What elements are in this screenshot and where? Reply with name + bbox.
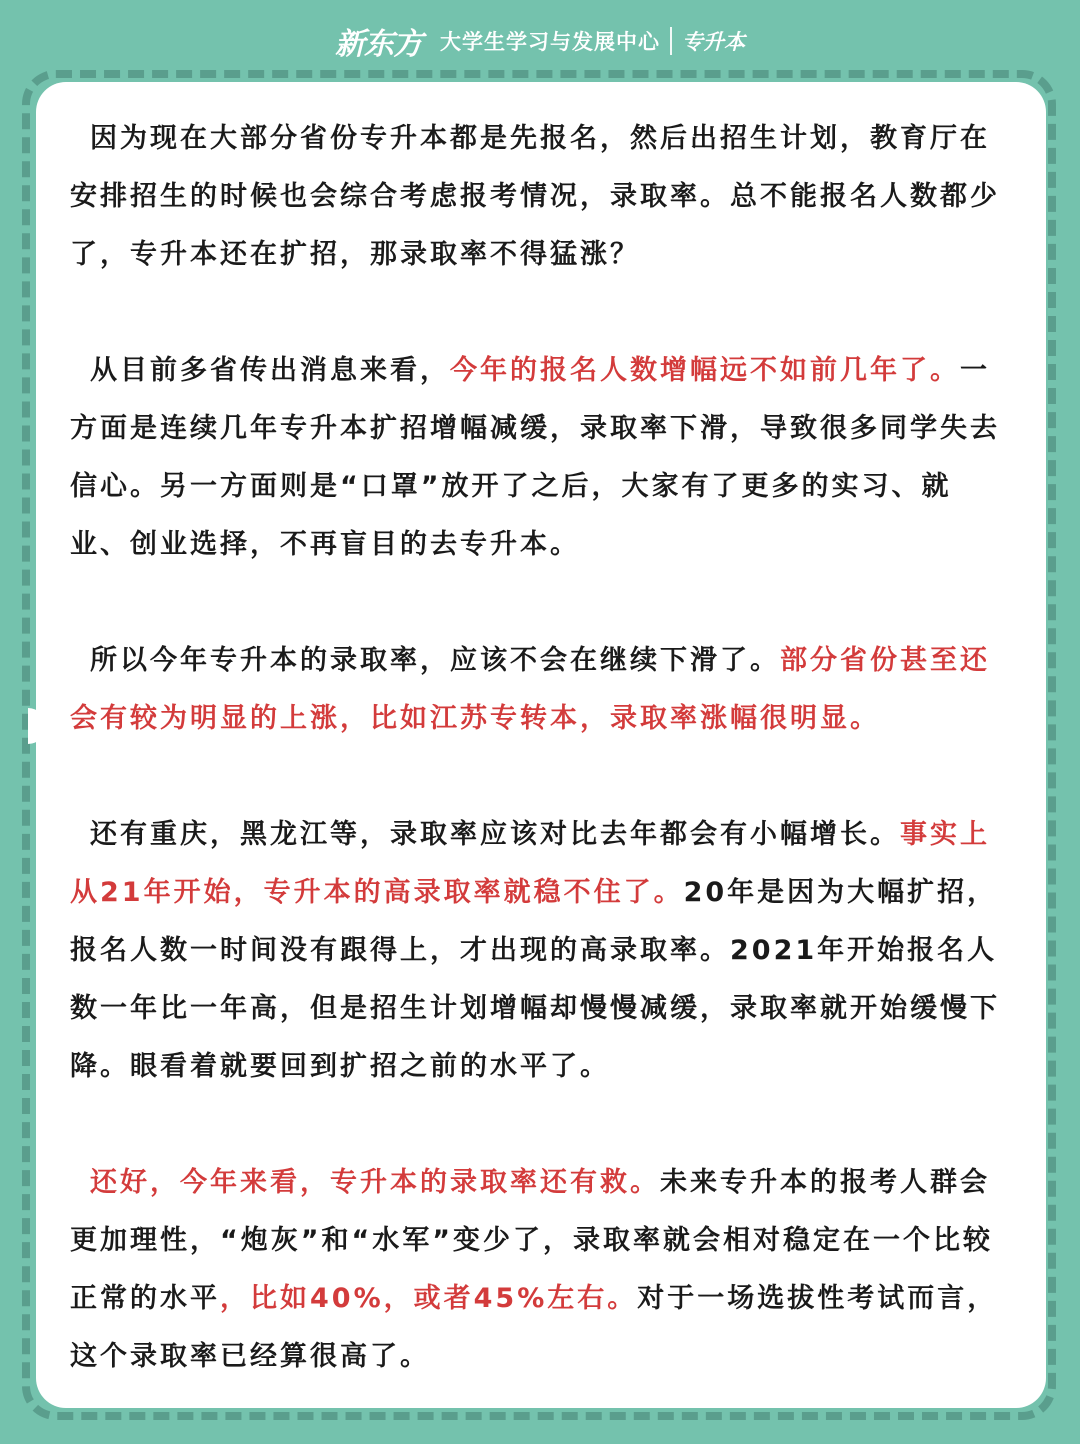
paragraph-1 (70, 110, 1010, 284)
paragraph-2 (70, 342, 1010, 574)
highlight-run: 事实上从21年开始，专升本的高录取率就稳不住了。 (70, 819, 990, 908)
header-divider (670, 27, 672, 55)
program-tag: 专升本 (682, 30, 745, 54)
brand-logo: 新东方 (335, 27, 422, 62)
text-run: 还有重庆，黑龙江等，录取率应该对比去年都会有小幅增长。 (90, 819, 900, 850)
highlight-run: 部分省份甚至还会有较为明显的上涨，比如江苏专转本，录取率涨幅很明显。 (70, 645, 990, 734)
text-run: 一方面是连续几年专升本扩招增幅减缓，录取率下滑，导致很多同学失去信心。另一方面则是“口罩”放开了之后，大家有了更多的实习、就业、创业选择，不再盲目的去专升本。 (70, 355, 1000, 560)
highlight-run: ，比如40%，或者45%左右。 (220, 1283, 638, 1314)
text-run: 对于一场选拔性考试而言，这个录取率已经算很高了。 (70, 1283, 998, 1372)
center-name: 大学生学习与发展中心 (440, 30, 660, 54)
text-run: 20年是因为大幅扩招，报名人数一时间没有跟得上，才出现的高录取率。2021年开始报名人数一年比一年高，但是招生计划增幅却慢慢减缓，录取率就开始缓慢下降。眼看着就要回到扩招之前的水平了。 (70, 877, 1000, 1082)
text-run: 因为现在大部分省份专升本都是先报名，然后出招生计划，教育厅在安排招生的时候也会综合考虑报考情况，录取率。总不能报名人数都少了，专升本还在扩招，那录取率不得猛涨？ (70, 123, 1000, 270)
highlight-run: 还好，今年来看，专升本的录取率还有救。 (90, 1167, 660, 1198)
highlight-run: 今年的报名人数增幅远不如前几年了。 (450, 355, 960, 386)
article-body (70, 110, 1010, 1444)
text-run: 未来专升本的报考人群会更加理性，“炮灰”和“水军”变少了，录取率就会相对稳定在一个比较正常的水平 (70, 1167, 993, 1314)
paragraph-3 (70, 632, 1010, 748)
text-run: 从目前多省传出消息来看， (90, 355, 450, 386)
paragraph-4 (70, 806, 1010, 1096)
paragraph-5 (70, 1154, 1010, 1386)
text-run: 所以今年专升本的录取率，应该不会在继续下滑了。 (90, 645, 780, 676)
